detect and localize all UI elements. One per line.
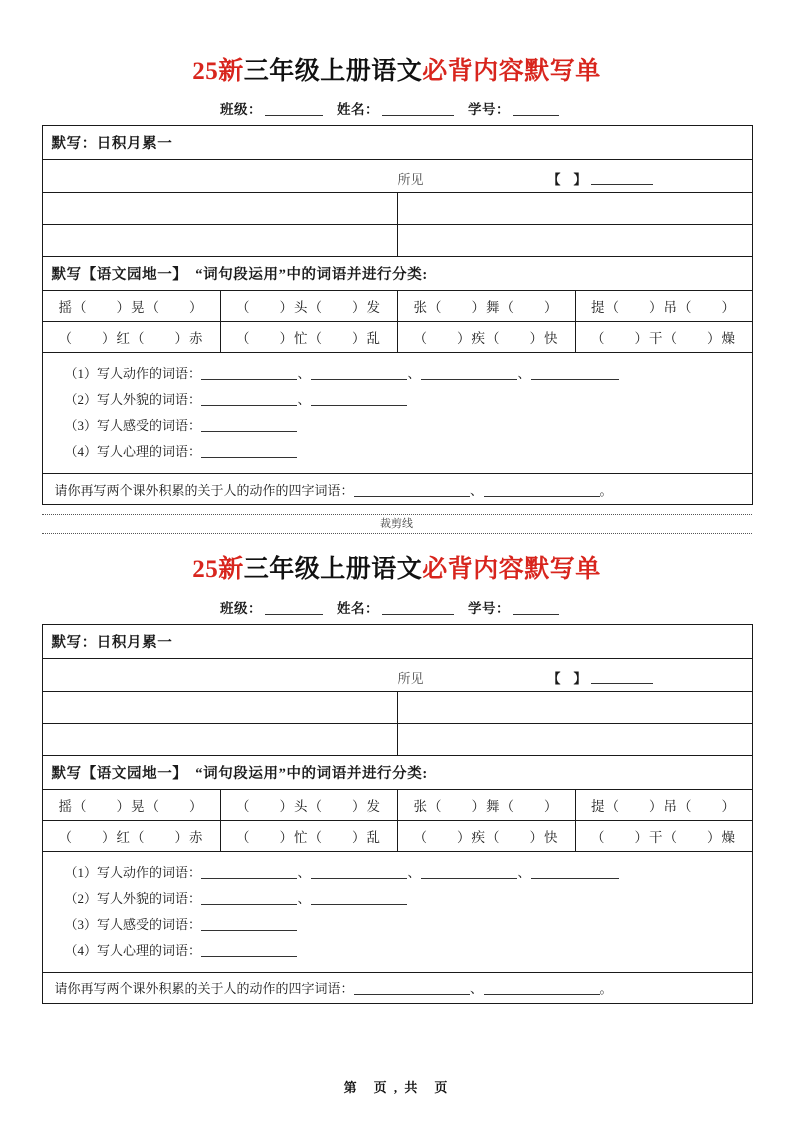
section2-header: 默写【语文园地一】 “词句段运用”中的词语并进行分类: [42,755,752,789]
word-cell[interactable]: 张（ ）舞（ ） [397,789,575,820]
answer-blank[interactable] [531,379,619,380]
title-middle: 三年级上册语文 [243,58,423,85]
table-row [42,322,752,353]
separator: 、 [407,366,421,382]
list-item [55,886,752,912]
list-item [55,938,752,964]
section1-header: 默写：日积月累一 [42,624,752,658]
list-item [55,413,752,439]
classify-label: （3）写人感受的词语： [64,418,202,434]
separator: 、 [297,864,311,880]
list-item [55,387,752,413]
answer-blank[interactable] [201,956,297,957]
worksheet-copy-bottom [42,554,752,1003]
list-item [55,912,752,938]
answer-blank[interactable] [201,878,297,879]
title-prefix: 25新 [192,58,244,85]
word-cell[interactable]: （ ）忙（ ）乱 [220,322,397,353]
extra-words-row [42,474,752,505]
poem-write-cell-right-2[interactable] [397,225,752,257]
list-item [55,361,752,387]
answer-blank[interactable] [354,994,470,995]
author-bracket: 【 】 [547,172,587,188]
title-suffix: 必背内容默写单 [422,58,601,85]
section2-header: 默写【语文园地一】 “词句段运用”中的词语并进行分类: [42,257,752,291]
class-blank[interactable] [265,614,323,615]
poem-write-cell-right-1[interactable] [397,193,752,225]
poem-write-cell-left-1[interactable] [42,691,397,723]
poem-title-cell [42,658,752,691]
table-row [42,291,752,322]
classify-list [42,851,752,972]
extra-words-label: 请你再写两个课外积累的关于人的动作的四字词语： [54,981,354,996]
class-label: 班级： [220,600,262,616]
student-info-line [42,98,752,118]
word-cell[interactable]: 提（ ）吊（ ） [575,789,752,820]
classify-label: （2）写人外貌的词语： [64,392,202,408]
author-blank[interactable] [591,683,653,684]
student-info-line-2 [42,597,752,617]
worksheet-copy-top [42,0,752,505]
word-cell[interactable]: 摇（ ）晃（ ） [42,291,220,322]
answer-blank[interactable] [201,431,297,432]
word-cell[interactable]: （ ）红（ ）赤 [42,322,220,353]
table-row [42,755,752,789]
table-row [42,789,752,820]
title-prefix: 25新 [192,556,244,584]
answer-blank[interactable] [311,878,407,879]
classify-label: （1）写人动作的词语： [64,366,202,382]
table-row [42,624,752,658]
page-title-2 [42,554,752,585]
separator: 、 [407,864,421,880]
poem-write-cell-right-2[interactable] [397,723,752,755]
table-row [42,658,752,691]
answer-blank[interactable] [531,878,619,879]
word-cell[interactable]: （ ）疾（ ）快 [397,322,575,353]
word-cell[interactable]: 提（ ）吊（ ） [575,291,752,322]
id-blank[interactable] [513,115,559,116]
poem-title-cell [42,160,752,193]
answer-blank[interactable] [201,379,297,380]
word-cell[interactable]: （ ）忙（ ）乱 [220,820,397,851]
classify-list [42,353,752,474]
table-row [42,972,752,1003]
period-mark: 。 [599,981,613,996]
answer-blank[interactable] [311,904,407,905]
separator: 、 [470,482,484,498]
word-cell[interactable]: （ ）干（ ）燥 [575,820,752,851]
poem-write-cell-right-1[interactable] [397,691,752,723]
word-cell[interactable]: （ ）头（ ）发 [220,789,397,820]
answer-blank[interactable] [201,457,297,458]
table-row [42,474,752,505]
answer-blank[interactable] [484,496,600,497]
id-label: 学号： [468,600,510,616]
answer-blank[interactable] [311,379,407,380]
table-row [42,691,752,723]
answer-blank[interactable] [421,379,517,380]
word-cell[interactable]: （ ）头（ ）发 [220,291,397,322]
answer-blank[interactable] [201,904,297,905]
word-cell[interactable]: 摇（ ）晃（ ） [42,789,220,820]
separator: 、 [470,981,484,996]
classify-label: （3）写人感受的词语： [64,916,202,932]
poem-author-field [548,169,653,188]
classify-label: （4）写人心理的词语： [64,942,202,958]
name-blank[interactable] [382,614,454,615]
name-label: 姓名： [337,102,379,118]
classify-label: （2）写人外貌的词语： [64,890,202,906]
separator: 、 [297,366,311,382]
extra-words-row [42,972,752,1003]
classify-label: （4）写人心理的词语： [64,444,202,460]
answer-blank[interactable] [311,405,407,406]
table-row [42,851,752,972]
author-blank[interactable] [591,184,653,185]
poem-name: 所见 [397,172,424,188]
table-row [42,820,752,851]
page-title [42,56,752,87]
class-label: 班级： [220,102,262,118]
poem-name: 所见 [397,670,424,686]
poem-author-field [548,668,653,687]
table-row [42,225,752,257]
answer-blank[interactable] [421,878,517,879]
word-cell[interactable]: （ ）疾（ ）快 [397,820,575,851]
list-item [55,439,752,465]
answer-blank[interactable] [354,496,470,497]
table-row [42,126,752,160]
title-middle: 三年级上册语文 [243,556,423,584]
table-row [42,723,752,755]
list-item [55,860,752,886]
table-row [42,353,752,474]
worksheet-table-2 [42,624,753,1004]
id-label: 学号： [468,102,510,118]
cut-line-area [42,514,752,548]
table-row [42,257,752,291]
worksheet-table [42,125,753,505]
answer-blank[interactable] [201,930,297,931]
classify-label: （1）写人动作的词语： [64,864,202,880]
name-blank[interactable] [382,115,454,116]
separator: 、 [297,392,311,408]
cut-line-label: 裁剪线 [380,518,413,531]
answer-blank[interactable] [484,994,600,995]
title-suffix: 必背内容默写单 [422,556,601,584]
name-label: 姓名： [337,600,379,616]
separator: 、 [517,366,531,382]
section1-header: 默写：日积月累一 [42,126,752,160]
class-blank[interactable] [265,115,323,116]
poem-write-cell-left-1[interactable] [42,193,397,225]
separator: 、 [297,890,311,906]
id-blank[interactable] [513,614,559,615]
table-row [42,193,752,225]
answer-blank[interactable] [201,405,297,406]
poem-write-cell-left-2[interactable] [42,723,397,755]
page-footer: 第 页 , 共 页 [343,1080,450,1095]
period-mark: 。 [599,482,613,498]
author-bracket: 【 】 [547,670,587,686]
poem-write-cell-left-2[interactable] [42,225,397,257]
extra-words-label: 请你再写两个课外积累的关于人的动作的四字词语： [54,482,354,498]
word-cell[interactable]: （ ）红（ ）赤 [42,820,220,851]
table-row [42,160,752,193]
word-cell[interactable]: 张（ ）舞（ ） [397,291,575,322]
word-cell[interactable]: （ ）干（ ）燥 [575,322,752,353]
cut-line-bottom [42,533,752,534]
separator: 、 [517,864,531,880]
